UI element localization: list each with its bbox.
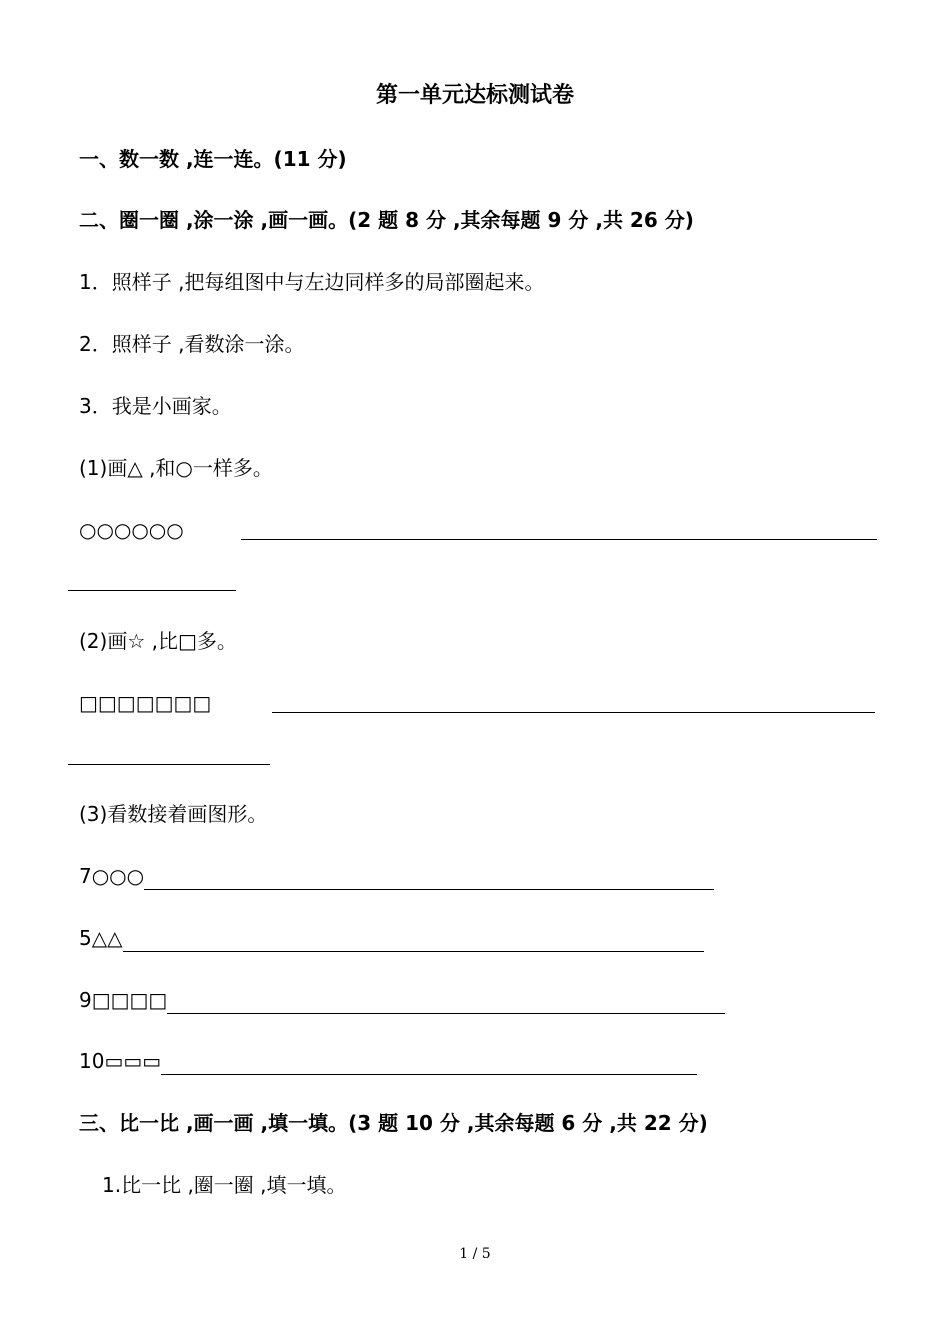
answer-blank-line-continued xyxy=(68,764,270,765)
question-2-1: 1．照样子 ,把每组图中与左边同样多的局部圈起来。 xyxy=(79,270,545,294)
answer-blank xyxy=(167,993,725,1014)
question-2-3-3: (3)看数接着画图形。 xyxy=(79,802,268,826)
pattern-prefix: 9□□□□ xyxy=(79,988,168,1012)
pattern-row-10 xyxy=(79,1047,697,1075)
question-3-1: 1.比一比 ,圈一圈 ,填一填。 xyxy=(102,1173,347,1197)
circles-row: ○○○○○○ xyxy=(79,518,184,542)
question-2-3: 3．我是小画家。 xyxy=(79,394,232,418)
answer-blank-line xyxy=(272,712,875,713)
section-1-heading: 一、数一数 ,连一连。(11 分) xyxy=(79,147,347,171)
pattern-prefix: 5△△ xyxy=(79,926,123,950)
answer-blank xyxy=(161,1054,697,1075)
pattern-prefix: 7○○○ xyxy=(79,864,145,888)
answer-blank xyxy=(123,931,704,952)
question-2-3-1: (1)画△ ,和○一样多。 xyxy=(79,456,273,480)
answer-blank xyxy=(144,869,714,890)
answer-blank-line xyxy=(241,539,877,540)
section-2-heading: 二、圈一圈 ,涂一涂 ,画一画。(2 题 8 分 ,其余每题 9 分 ,共 26 分) xyxy=(79,208,694,232)
pattern-row-7 xyxy=(79,862,714,890)
answer-blank-line-continued xyxy=(68,590,236,591)
squares-row: □□□□□□□ xyxy=(79,691,212,715)
question-2-3-2: (2)画☆ ,比□多。 xyxy=(79,629,237,653)
pattern-row-9 xyxy=(79,986,725,1014)
pattern-row-5 xyxy=(79,924,704,952)
page-number: 1 / 5 xyxy=(459,1246,491,1262)
question-2-2: 2．照样子 ,看数涂一涂。 xyxy=(79,332,305,356)
section-3-heading: 三、比一比 ,画一画 ,填一填。(3 题 10 分 ,其余每题 6 分 ,共 22 分) xyxy=(79,1111,708,1135)
page-title: 第一单元达标测试卷 xyxy=(375,83,574,108)
pattern-prefix: 10▭▭▭ xyxy=(79,1049,162,1073)
